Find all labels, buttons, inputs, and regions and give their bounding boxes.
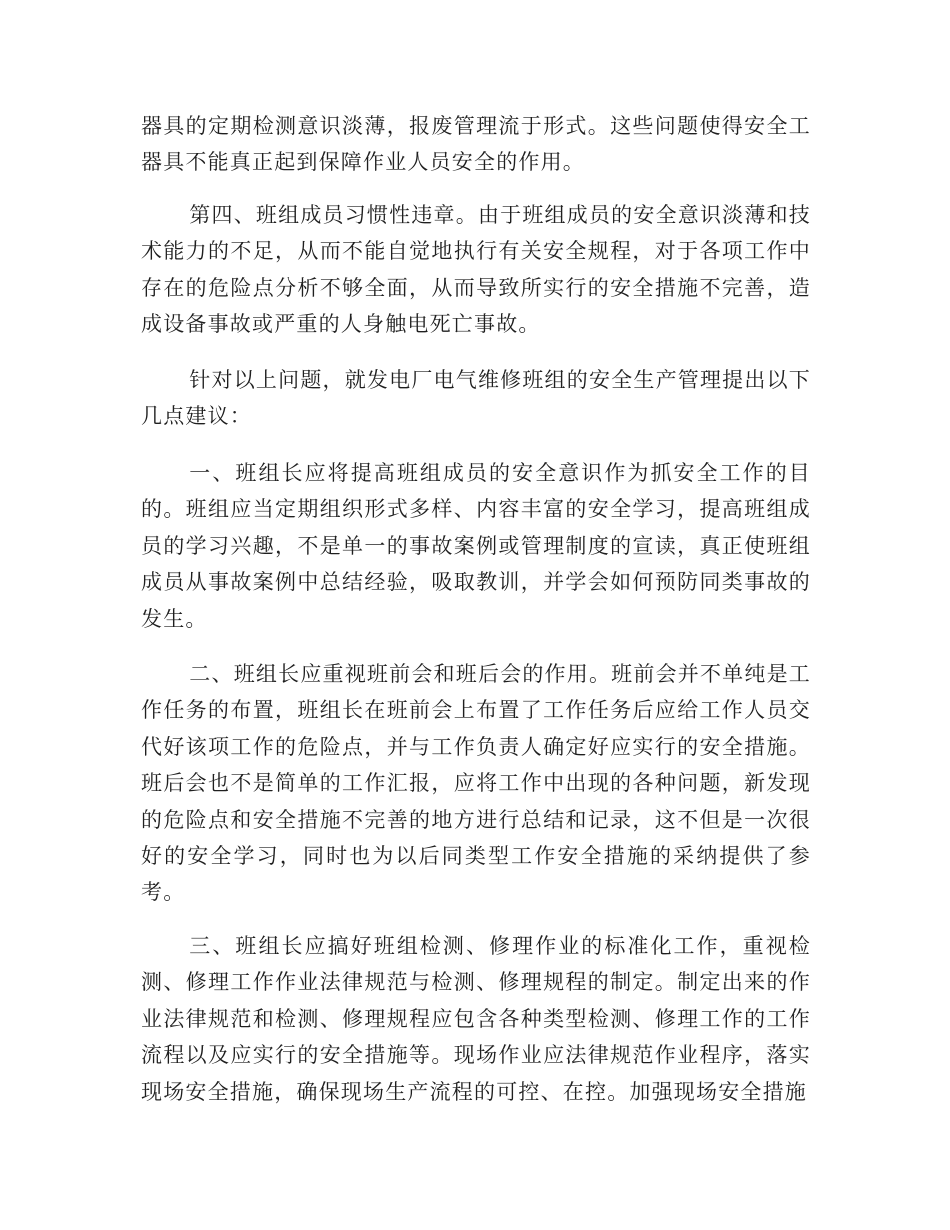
paragraph-fourth-issue: 第四、班组成员习惯性违章。由于班组成员的安全意识淡薄和技术能力的不足，从而不能自觉地执行有关安全规程，对于各项工作中存在的危险点分析不够全面，从而导致所实行的安全措施不完善，造成设备事故或严重的人身触电死亡事故。 [141, 203, 811, 337]
paragraph-suggestion-one: 一、班组长应将提高班组成员的安全意识作为抓安全工作的目的。班组应当定期组织形式多样、内容丰富的安全学习，提高班组成员的学习兴趣，不是单一的事故案例或管理制度的宣读，真正使班组成员从事故案例中总结经验，吸取教训，并学会如何预防同类事故的发生。 [141, 461, 811, 631]
paragraph-suggestion-two: 二、班组长应重视班前会和班后会的作用。班前会并不单纯是工作任务的布置，班组长在班前会上布置了工作任务后应给工作人员交代好该项工作的危险点，并与工作负责人确定好应实行的安全措施。班后会也不是简单的工作汇报，应将工作中出现的各种问题，新发现的危险点和安全措施不完善的地方进行总结和记录，这不但是一次很好的安全学习，同时也为以后同类型工作安全措施的采纳提供了参考。 [141, 662, 811, 905]
paragraph-suggestions-intro: 针对以上问题，就发电厂电气维修班组的安全生产管理提出以下几点建议： [141, 368, 811, 429]
paragraph-continuation: 器具的定期检测意识淡薄，报废管理流于形式。这些问题使得安全工器具不能真正起到保障作业人员安全的作用。 [141, 114, 811, 175]
paragraph-suggestion-three: 三、班组长应搞好班组检测、修理作业的标准化工作，重视检测、修理工作作业法律规范与检测、修理规程的制定。制定出来的作业法律规范和检测、修理规程应包含各种类型检测、修理工作的工作流程以及应实行的安全措施等。现场作业应法律规范作业程序，落实现场安全措施，确保现场生产流程的可控、在控。加强现场安全措施 [141, 934, 811, 1104]
